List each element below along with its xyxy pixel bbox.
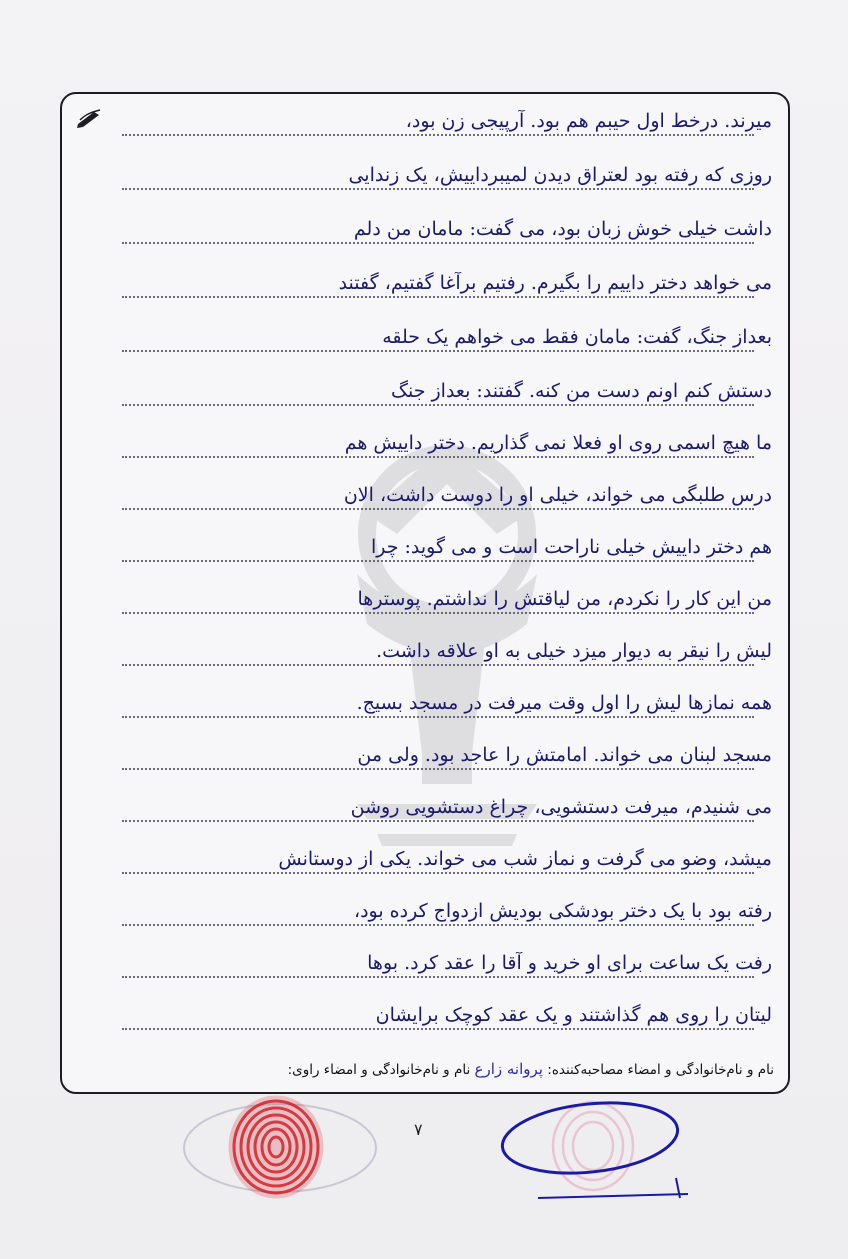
narrator-signature xyxy=(498,1098,698,1208)
ruled-line xyxy=(122,716,754,718)
body-line: درس طلبگی می خواند، خیلی او را دوست داشت، الان xyxy=(343,484,772,506)
interview-sheet xyxy=(60,92,790,1094)
body-line: لیش را نیقر به دیوار میزد خیلی به او علاقه داشت. xyxy=(376,640,772,662)
ruled-line xyxy=(122,820,754,822)
ruled-line xyxy=(122,508,754,510)
body-line: بعداز جنگ، گفت: مامان فقط می خواهم یک حلقه xyxy=(382,326,772,348)
body-line: میشد، وضو می گرفت و نماز شب می خواند. یکی از دوستانش xyxy=(278,848,772,870)
ruled-line xyxy=(122,976,754,978)
ruled-line xyxy=(122,924,754,926)
body-line: مسجد لبنان می خواند. امامتش را عاجد بود. ولی من xyxy=(357,744,772,766)
body-line: لیتان را روی هم گذاشتند و یک عقد کوچک برایشان xyxy=(375,1004,772,1026)
body-line: رفته بود با یک دختر بودشکی بودیش ازدواج کرده بود، xyxy=(353,900,772,922)
ruled-line xyxy=(122,768,754,770)
body-line: رفت یک ساعت برای او خرید و آقا را عقد کرد. بوها xyxy=(367,952,772,974)
body-line: هم دختر داییش خیلی ناراحت است و می گوید: چرا xyxy=(370,536,772,558)
ruled-line xyxy=(122,188,754,190)
ruled-line xyxy=(122,134,754,136)
fingerprint-stamp xyxy=(224,1092,328,1202)
body-line: میرند. درخط اول حیبم هم بود. آرپیجی زن بود، xyxy=(405,110,772,132)
narrator-label: نام و نام‌خانوادگی و امضاء راوی: xyxy=(287,1062,471,1078)
body-line: دستش کنم اونم دست من کنه. گفتند: بعداز جنگ xyxy=(390,380,772,402)
body-line: من این کار را نکردم، من لیاقتش را نداشتم. پوسترها xyxy=(357,588,772,610)
ruled-line xyxy=(122,872,754,874)
body-line: داشت خیلی خوش زبان بود، می گفت: مامان من دلم xyxy=(353,218,772,240)
body-line: همه نمازها لیش را اول وقت میرفت در مسجد بسیج. xyxy=(356,692,772,714)
page-number: ۷ xyxy=(414,1120,423,1139)
interviewer-signature: پروانه زارع xyxy=(474,1060,543,1078)
body-line: می خواهد دختر داییم را بگیرم. رفتیم برآغا گفتیم، گفتند xyxy=(338,272,772,294)
body-line: روزی که رفته بود لعتراق دیدن لمیبرداییش، یک زندایی xyxy=(348,164,772,186)
signature-footer xyxy=(78,1060,774,1078)
ruled-line xyxy=(122,664,754,666)
ruled-line xyxy=(122,1028,754,1030)
interviewer-label: نام و نام‌خانوادگی و امضاء مصاحبه‌کننده: xyxy=(547,1062,774,1078)
ruled-line xyxy=(122,242,754,244)
body-line: ما هیچ اسمی روی او فعلا نمی گذاریم. دختر داییش هم xyxy=(344,432,772,454)
ruled-line xyxy=(122,456,754,458)
ruled-line xyxy=(122,350,754,352)
ruled-line xyxy=(122,612,754,614)
ruled-line xyxy=(122,296,754,298)
ruled-line xyxy=(122,404,754,406)
ruled-line xyxy=(122,560,754,562)
body-line: می شنیدم، میرفت دستشویی، چراغ دستشویی روشن xyxy=(350,796,772,818)
